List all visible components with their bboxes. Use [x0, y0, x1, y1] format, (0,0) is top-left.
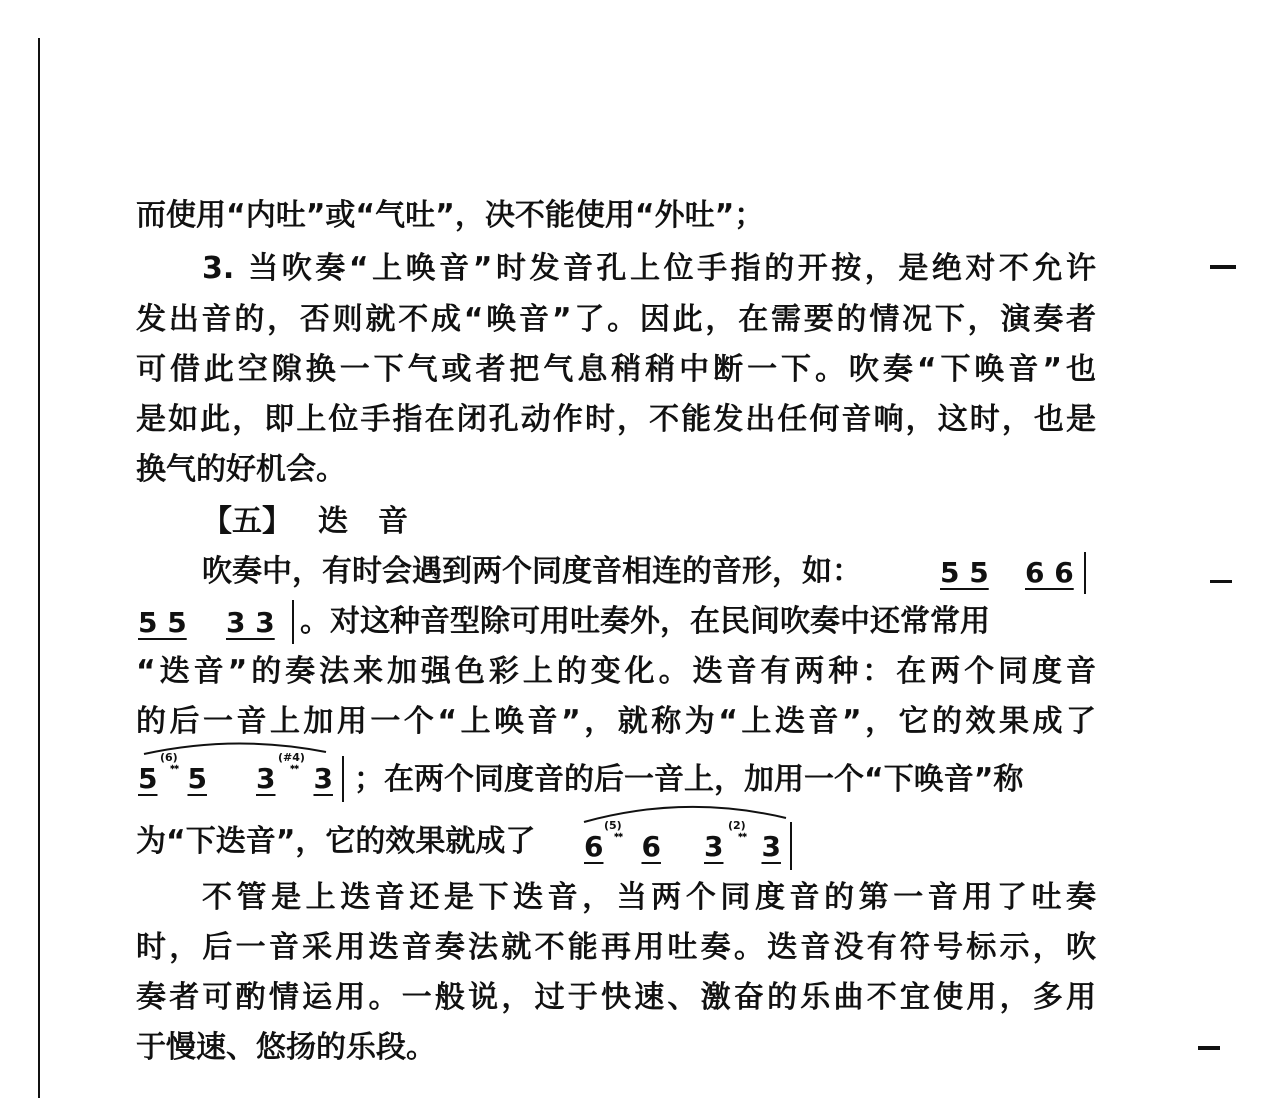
text-line: 是如此，即上位手指在闭孔动作时，不能发出任何音响，这时，也是	[136, 402, 1096, 437]
text-line: 时，后一音采用迭音奏法就不能再用吐奏。迭音没有符号标示，吹	[136, 930, 1096, 965]
text-line: 可借此空隙换一下气或者把气息稍稍中断一下。吹奏“下唤音”也	[136, 352, 1096, 387]
text-line: 3. 当吹奏“上唤音”时发音孔上位手指的开按，是绝对不允许	[202, 251, 1096, 286]
grace-mark-icon: ᕯ	[738, 831, 748, 844]
text-line: 于慢速、悠扬的乐段。	[136, 1030, 436, 1065]
notation-example	[940, 556, 989, 590]
notation-example	[1025, 556, 1074, 590]
note-pair: 6 6	[1025, 556, 1074, 589]
grace-note: (2)	[728, 819, 746, 832]
margin-mark	[1198, 1046, 1220, 1050]
section-heading	[202, 500, 438, 544]
text-line: 。对这种音型除可用吐奏外，在民间吹奏中还常常用	[300, 604, 990, 639]
note-pair: 3 3	[226, 606, 275, 639]
text-line: 吹奏中，有时会遇到两个同度音相连的音形，如：	[202, 554, 862, 589]
grace-mark-icon: ᕯ	[614, 831, 624, 844]
notation-example	[704, 830, 781, 864]
note-end: 5	[187, 762, 207, 795]
bar-line	[292, 600, 294, 644]
note-main: 3	[704, 830, 724, 863]
note-end: 3	[761, 830, 781, 863]
grace-mark-icon: ᕯ	[170, 763, 180, 776]
note-pair: 5 5	[138, 606, 187, 639]
section-title: 迭音	[318, 504, 438, 539]
grace-note: (6)	[160, 751, 178, 764]
note-end: 3	[313, 762, 333, 795]
bar-line	[342, 756, 344, 802]
notation-example	[138, 606, 187, 640]
notation-example	[256, 762, 333, 796]
text-line: ；在两个同度音的后一音上，加用一个“下唤音”称	[354, 762, 1024, 797]
notation-example	[584, 830, 661, 864]
bar-line	[1084, 552, 1086, 594]
grace-note: (#4)	[278, 751, 305, 764]
text-line: 奏者可酌情运用。一般说，过于快速、激奋的乐曲不宜使用，多用	[136, 980, 1096, 1015]
text-line: 的后一音上加用一个“上唤音”，就称为“上迭音”，它的效果成了	[136, 704, 1096, 739]
notation-example	[138, 762, 207, 796]
margin-mark	[1210, 580, 1232, 583]
text-line: 为“下迭音”，它的效果就成了	[136, 824, 536, 859]
note-end: 6	[641, 830, 661, 863]
grace-note: (5)	[604, 819, 622, 832]
bar-line	[790, 822, 792, 870]
text-line: “迭音”的奏法来加强色彩上的变化。迭音有两种：在两个同度音	[136, 654, 1096, 689]
text-line: 发出音的，否则就不成“唤音”了。因此，在需要的情况下，演奏者	[136, 302, 1096, 337]
note-main: 3	[256, 762, 276, 795]
note-pair: 5 5	[940, 556, 989, 589]
margin-mark	[1210, 265, 1236, 269]
text-line: 换气的好机会。	[136, 452, 346, 487]
section-number: 【五】	[202, 504, 292, 539]
note-main: 6	[584, 830, 604, 863]
text-line: 而使用“内吐”或“气吐”，决不能使用“外吐”；	[136, 198, 765, 233]
binding-line	[38, 38, 40, 1098]
text-line: 不管是上迭音还是下迭音，当两个同度音的第一音用了吐奏	[202, 880, 1096, 915]
note-main: 5	[138, 762, 158, 795]
grace-mark-icon: ᕯ	[290, 763, 300, 776]
notation-example	[226, 606, 275, 640]
